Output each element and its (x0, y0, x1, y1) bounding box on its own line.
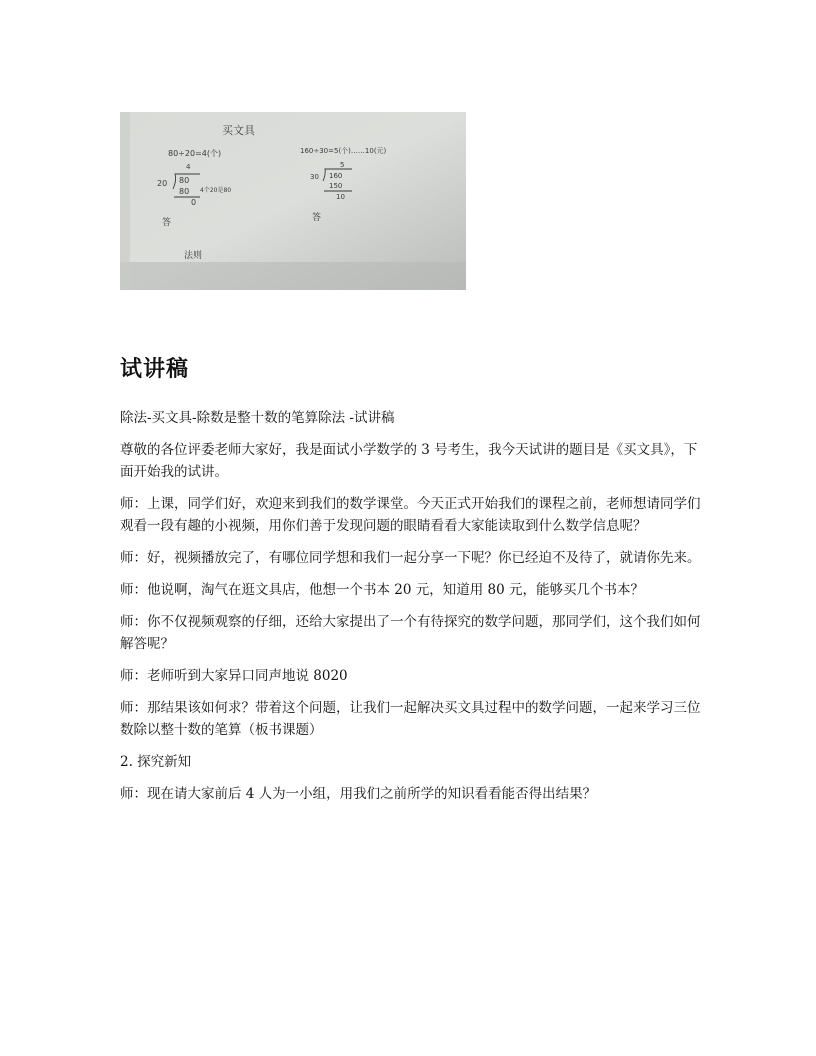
left-divisor: 20 (157, 179, 168, 188)
handwritten-photo (120, 112, 466, 290)
right-dividend: 160 (329, 172, 343, 180)
left-quotient: 4 (186, 163, 191, 171)
paragraph-answer: 师：老师听到大家异口同声地说 8020 (120, 668, 348, 684)
paragraph-topic: 师：那结果该如何求？带着这个问题，让我们一起解决买文具过程中的数学问题，一起来学习三位数除以整十数的笔算（板书课题） (120, 700, 701, 738)
left-remainder: 0 (191, 198, 197, 207)
left-method: 法则 (184, 251, 203, 261)
photo-canvas (120, 112, 466, 290)
paragraph-opening: 师：上课，同学们好，欢迎来到我们的数学课堂。今天正式开始我们的课程之前，老师想请同学们观看一段有趣的小视频，用你们善于发现问题的眼睛看看大家能读取到什么数学信息呢？ (120, 496, 701, 534)
photo-title: 买文具 (222, 124, 255, 137)
right-formula: 160÷30=5(个)……10(元) (300, 147, 387, 155)
lecture-body (120, 407, 710, 815)
paragraph-group-work: 师：现在请大家前后 4 人为一小组，用我们之前所学的知识看看能否得出结果？ (120, 786, 597, 802)
paragraph-subtitle: 除法-买文具-除数是整十数的笔算除法 -试讲稿 (120, 410, 395, 426)
right-subtrahend: 150 (329, 182, 343, 190)
section-heading-explore: 2. 探究新知 (120, 754, 192, 770)
paragraph-question: 师：他说啊，淘气在逛文具店，他想一个书本 20 元，知道用 80 元，能够买几个书本？ (120, 582, 645, 598)
left-formula: 80÷20=4(个) (168, 149, 222, 158)
paragraph-share: 师：好，视频播放完了，有哪位同学想和我们一起分享一下呢？你已经迫不及待了，就请你先来。 (120, 550, 701, 566)
right-answer: 答 (312, 213, 322, 223)
left-note: 4个20是80 (200, 187, 232, 194)
left-answer: 答 (162, 218, 172, 228)
paragraph-intro: 尊敬的各位评委老师大家好，我是面试小学数学的 3 号考生，我今天试讲的题目是《买文具》，下面开始我的试讲。 (120, 442, 698, 480)
right-quotient: 5 (340, 161, 345, 169)
left-dividend: 80 (179, 176, 190, 185)
paragraph-praise: 师：你不仅视频观察的仔细，还给大家提出了一个有待探究的数学问题，那同学们，这个我们如何解答呢？ (120, 614, 701, 652)
right-divisor: 30 (310, 173, 319, 181)
left-subtrahend: 80 (179, 187, 190, 196)
page-title: 试讲稿 (120, 357, 190, 382)
right-remainder: 10 (336, 193, 345, 201)
